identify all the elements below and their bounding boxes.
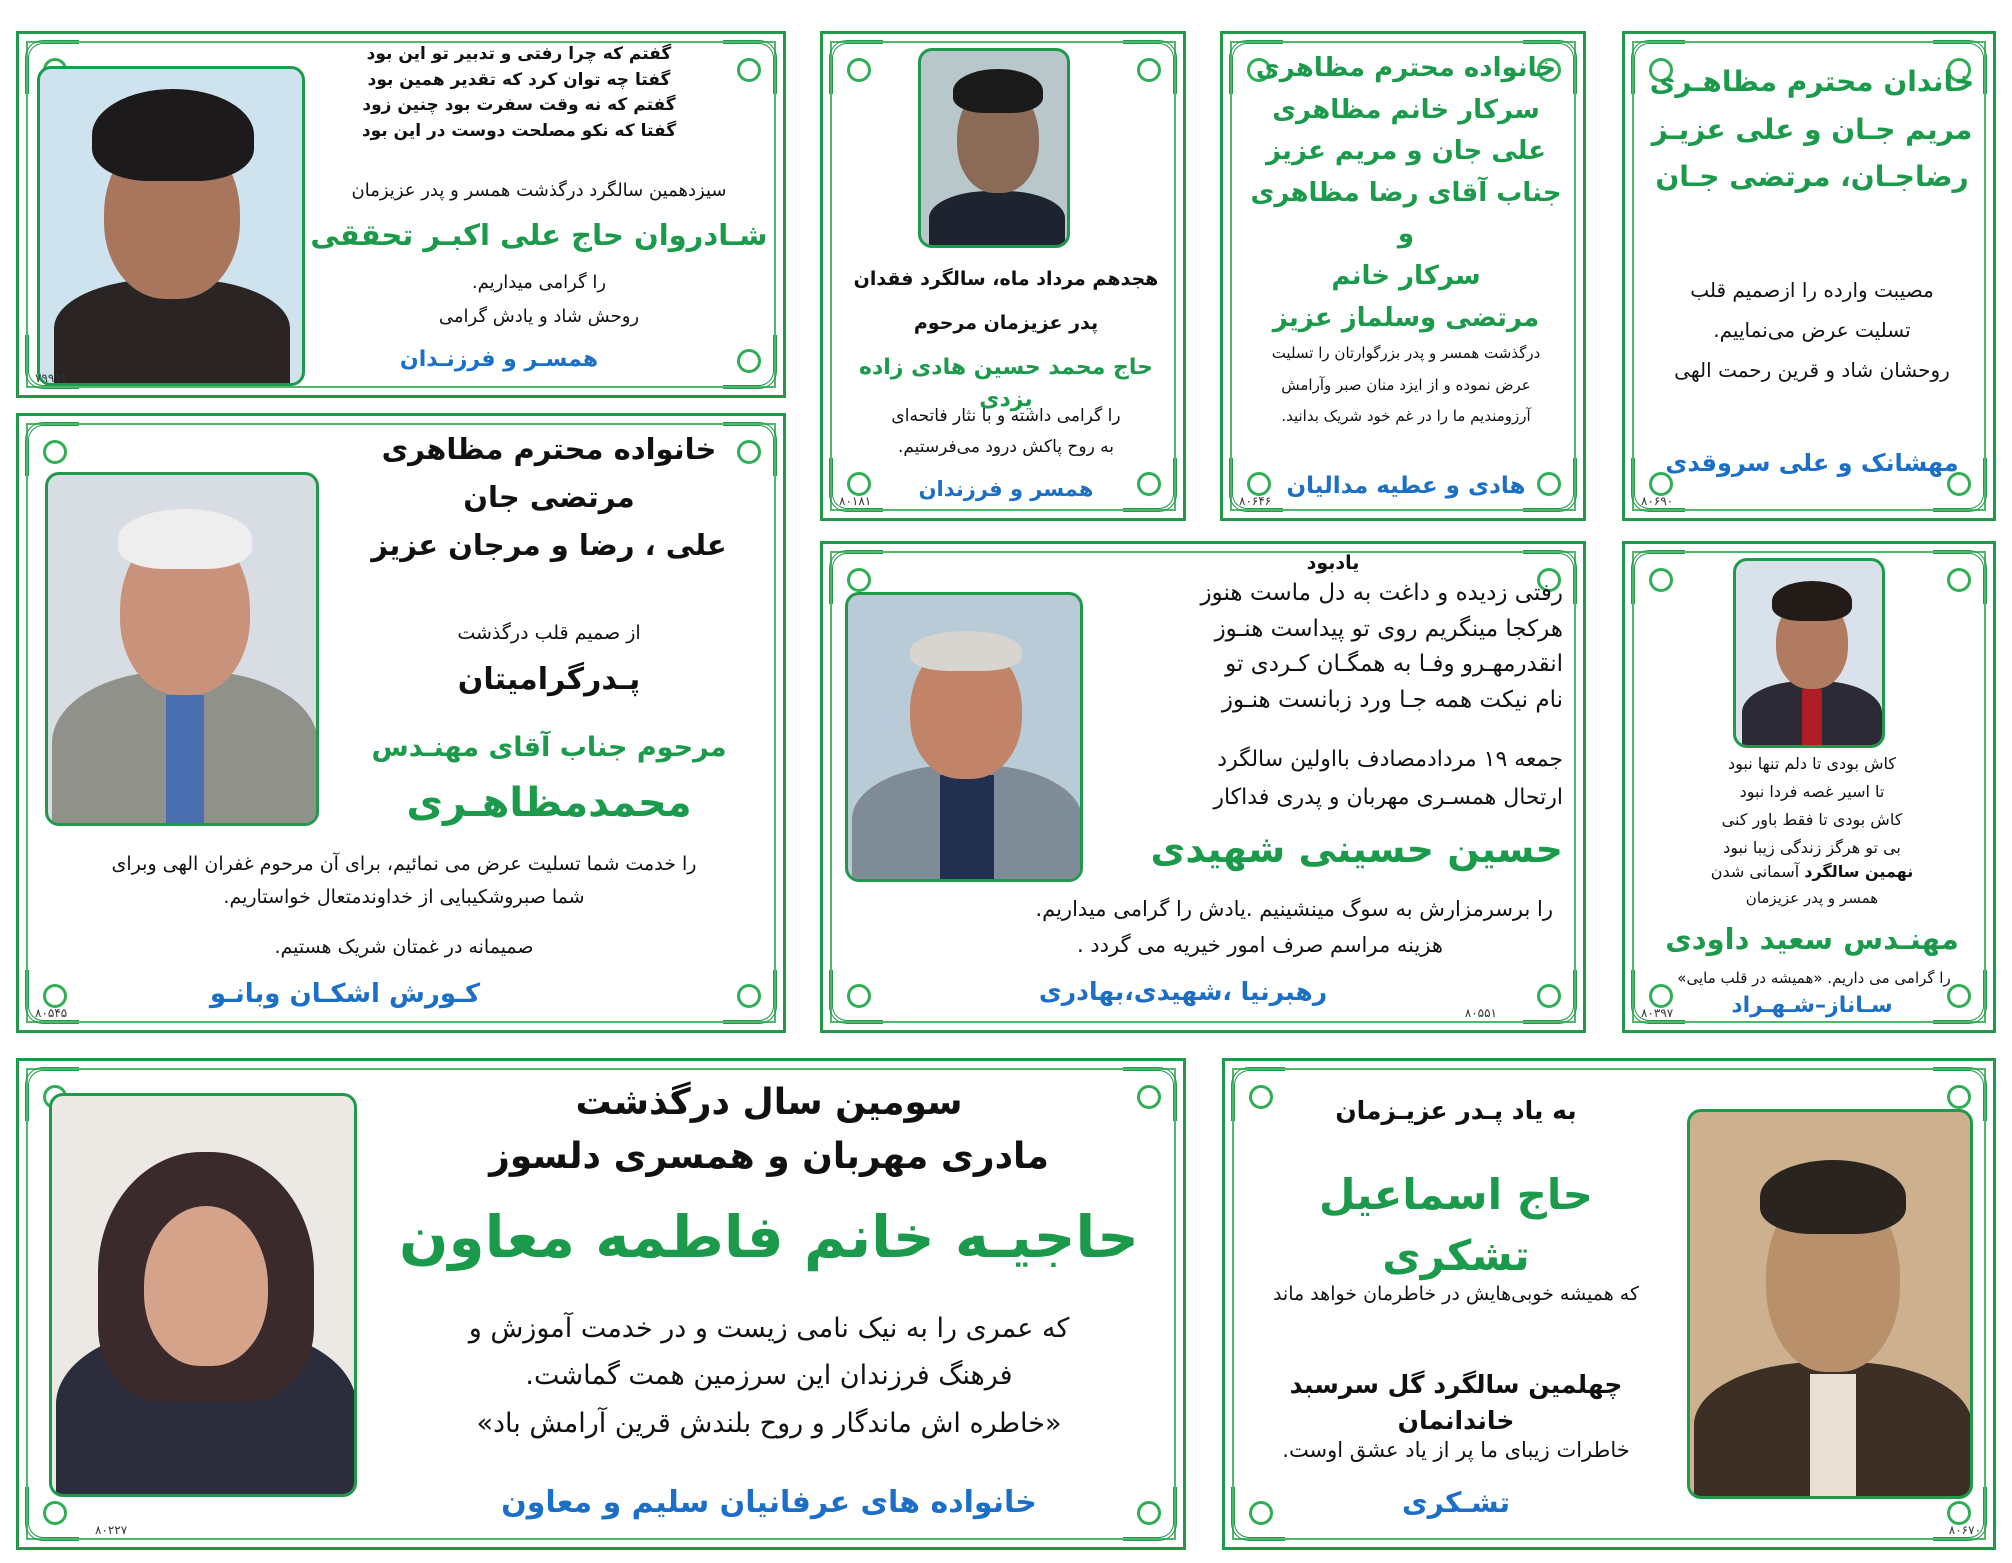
heading-line: سومین سال درگذشت bbox=[575, 1082, 963, 1123]
corner-ornament bbox=[829, 40, 883, 94]
deceased-name: حاج اسماعیل تشکری bbox=[1319, 1170, 1593, 1280]
ad-code: ۸۰۱۸۱ bbox=[839, 494, 872, 508]
portrait-photo bbox=[845, 592, 1083, 882]
body-line: صمیمانه در غمتان شریک هستیم. bbox=[274, 936, 534, 958]
ad-code: ۸۰۵۴۵ bbox=[35, 1006, 68, 1020]
notice-shahidi bbox=[820, 541, 1586, 1033]
heading-line: مرتضی جان bbox=[463, 479, 635, 514]
signature: هادی و عطیه مدالیان bbox=[1286, 473, 1526, 499]
body-line: روحشان شاد و قرین رحمت الهی bbox=[1674, 358, 1950, 382]
notice-sarvghadi bbox=[1622, 31, 1996, 521]
poem-line: کاش بودی تا دلم تنها نبود bbox=[1728, 754, 1896, 773]
ad-code: ۸۰۶۹۰ bbox=[1641, 494, 1674, 508]
deceased-name: حسین حسینی شهیدی bbox=[1150, 827, 1563, 871]
heading-line: مرتضی وسلماز عزیز bbox=[1272, 302, 1540, 333]
notice-madalian bbox=[1220, 31, 1586, 521]
poem-line: تا اسیر غصه فردا نبود bbox=[1739, 782, 1885, 801]
body-line: را گرامی میداریم. bbox=[471, 272, 607, 293]
signature: همسـر و فرزنـدان bbox=[399, 347, 599, 372]
signature: همسر و فرزندان bbox=[918, 477, 1094, 501]
poem-line: گفتم که نه وقت سفرت بود چنین زود bbox=[362, 95, 676, 115]
corner-ornament bbox=[1933, 550, 1987, 604]
heading-line: خانواده محترم مظاهری bbox=[1255, 53, 1557, 83]
body-line: آسمانی شدن bbox=[1710, 862, 1805, 881]
corner-ornament bbox=[723, 970, 777, 1024]
body-line: پدر عزیزمان مرحوم bbox=[913, 312, 1099, 334]
heading-line: به یاد پـدر عزیـزمان bbox=[1335, 1096, 1577, 1125]
poem-line: بی تو هرگز زندگی زیبا نبود bbox=[1723, 838, 1901, 857]
deceased-name: حاجیـه خانم فاطمه معاون bbox=[399, 1203, 1139, 1271]
body-line: جمعه ۱۹ مردادمصادف بااولین سالگرد bbox=[1217, 747, 1563, 772]
heading-line: مریم جـان و علی عزیـز bbox=[1651, 112, 1973, 146]
ad-code: ۸۰۶۴۶ bbox=[1239, 494, 1272, 508]
anniversary-line: سیزدهمین سالگرد درگذشت همسر و پدر عزیزمان bbox=[351, 180, 727, 201]
ad-code: ۷۹۹۹۱ bbox=[35, 371, 68, 385]
body-line: هجدهم مرداد ماه، سالگرد فقدان bbox=[853, 268, 1159, 290]
heading-line: سرکار خانم bbox=[1331, 260, 1481, 291]
heading-line: علی جان و مریم عزیز bbox=[1265, 136, 1547, 167]
body-line: چهلمین سالگرد گل سرسبد خاندانمان bbox=[1289, 1370, 1623, 1436]
body-line: فرهنگ فرزندان این سرزمین همت گماشت. bbox=[525, 1360, 1013, 1392]
ad-code: ۸۰۳۹۷ bbox=[1641, 1006, 1674, 1020]
poem-line: رفتی زدیده و داغت به دل ماست هنوز bbox=[1200, 580, 1563, 606]
signature: رهبرنیا ،شهیدی،بهادری bbox=[1038, 977, 1328, 1006]
notice-tashakori bbox=[1222, 1058, 1996, 1550]
title-line: مرحوم جناب آقای مهنـدس bbox=[371, 732, 727, 763]
notice-moaven bbox=[16, 1058, 1186, 1550]
body-line: را گرامی داشته و با نثار فاتحه‌ای bbox=[891, 406, 1121, 426]
deceased-name: مهنـدس سعید داودی bbox=[1665, 922, 1959, 956]
poem-line: گفتم که چرا رفتی و تدبیر تو این بود bbox=[366, 44, 672, 64]
corner-ornament bbox=[723, 40, 777, 94]
portrait-photo bbox=[1733, 558, 1885, 748]
heading-line: علی ، رضا و مرجان عزیز bbox=[371, 527, 727, 562]
body-line: مصیبت وارده را ازصمیم قلب bbox=[1690, 278, 1934, 302]
signature: خانواده های عرفانیان سلیم و معاون bbox=[501, 1485, 1037, 1520]
notice-hadizadeh bbox=[820, 31, 1186, 521]
body-line: تسلیت عرض می‌نماییم. bbox=[1713, 318, 1911, 342]
heading-line: رضاجـان، مرتضی جـان bbox=[1655, 160, 1969, 194]
body-line: را گرامی می داریم. «همیشه در قلب مایی» bbox=[1677, 969, 1951, 987]
heading-line: جناب آقای رضا مظاهری و bbox=[1250, 177, 1562, 250]
body-line: نهمین سالگرد bbox=[1804, 862, 1914, 881]
body-line: شما صبروشکیبایی از خداوندمتعال خواستاریم. bbox=[223, 886, 585, 909]
corner-ornament bbox=[723, 335, 777, 389]
heading-line: مادری مهربان و همسری دلسوز bbox=[489, 1136, 1049, 1177]
portrait-photo bbox=[45, 472, 319, 826]
corner-ornament bbox=[1631, 550, 1685, 604]
signature: سـاناز–شـهـراد bbox=[1731, 993, 1893, 1018]
body-line: که همیشه خوبی‌هایش در خاطرمان خواهد ماند bbox=[1272, 1283, 1640, 1305]
poem-line: انقدرمهـرو وفـا به همگـان کـردی تو bbox=[1225, 651, 1563, 678]
body-line: درگذشت همسر و پدر بزرگوارتان را تسلیت bbox=[1271, 344, 1541, 362]
ad-code: ۸۰۵۵۱ bbox=[1464, 1006, 1497, 1020]
corner-ornament bbox=[829, 970, 883, 1024]
deceased-name: شـادروان حاج علی اکبـر تحققی bbox=[310, 218, 768, 252]
portrait-photo bbox=[49, 1093, 357, 1497]
portrait-photo bbox=[918, 48, 1070, 248]
body-line: را برسرمزارش به سوگ مینشینیم .یادش را گرامی میداریم. bbox=[1035, 897, 1553, 921]
heading-line: سرکار خانم مظاهری bbox=[1272, 94, 1540, 125]
body-line: هزینه مراسم صرف امور خیریه می گردد . bbox=[1076, 933, 1443, 957]
body-line: به روح پاکش درود می‌فرستیم. bbox=[897, 437, 1115, 457]
signature: تشـکری bbox=[1402, 1486, 1510, 1519]
body-line: «خاطره اش ماندگار و روح بلندش قرین آرامش باد» bbox=[476, 1407, 1062, 1439]
poem-line: نام نیکت همه جـا ورد زبانست هنـوز bbox=[1221, 686, 1563, 713]
poem-line: هرکجا مینگریم روی تو پیداست هنـوز bbox=[1214, 615, 1563, 642]
body-line: را خدمت شما تسلیت عرض می نمائیم، برای آن مرحوم غفران الهی وبرای bbox=[111, 853, 697, 875]
heading-line: خانواده محترم مظاهری bbox=[381, 432, 717, 466]
poem-line: کاش بودی تا فقط باور کنی bbox=[1721, 810, 1903, 829]
portrait-photo bbox=[1687, 1109, 1973, 1499]
body-line: آرزومندیم ما را در غم خود شریک بدانید. bbox=[1281, 407, 1531, 425]
deceased-name: محمدمظاهـری bbox=[406, 780, 692, 826]
corner-ornament bbox=[1123, 40, 1177, 94]
body-line: همسر و پدر عزیزمان bbox=[1745, 889, 1879, 907]
body-line: از صمیم قلب درگذشت bbox=[457, 622, 641, 644]
corner-ornament bbox=[25, 422, 79, 476]
notice-tahaghoghi bbox=[16, 31, 786, 398]
ad-code: ۸۰۲۲۷ bbox=[95, 1523, 128, 1537]
deceased-name: حاج محمد حسین هادی زاده یزدی bbox=[858, 355, 1153, 412]
body-line: پـدرگرامیتان bbox=[457, 662, 641, 697]
notice-davoudi bbox=[1622, 541, 1996, 1033]
signature: کـورش اشکـان وبانـو bbox=[209, 979, 481, 1009]
notice-kourosh bbox=[16, 413, 786, 1033]
portrait-photo bbox=[37, 66, 305, 386]
heading-line: یادبود bbox=[1306, 552, 1360, 574]
body-line: عرض نموده و از ایزد منان صبر وآرامش bbox=[1281, 375, 1531, 394]
corner-ornament bbox=[1523, 970, 1577, 1024]
poem-line: گفتا که نکو مصلحت دوست در این بود bbox=[361, 120, 677, 141]
ad-code: ۸۰۶۷۰ bbox=[1948, 1523, 1981, 1537]
heading-line: خاندان محترم مظاهـری bbox=[1649, 65, 1975, 98]
body-line: خاطرات زیبای ما پر از یاد عشق اوست. bbox=[1282, 1438, 1630, 1462]
signature: مهشانک و علی سروقدی bbox=[1665, 449, 1959, 477]
body-line: روحش شاد و یادش گرامی bbox=[438, 306, 640, 327]
poem-line: گفتا چه توان کرد که تقدیر همین بود bbox=[367, 69, 671, 90]
body-line: که عمری را به نیک نامی زیست و در خدمت آموزش و bbox=[468, 1313, 1070, 1344]
body-line: ارتحال همسـری مهربان و پدری فداکار bbox=[1213, 785, 1563, 810]
